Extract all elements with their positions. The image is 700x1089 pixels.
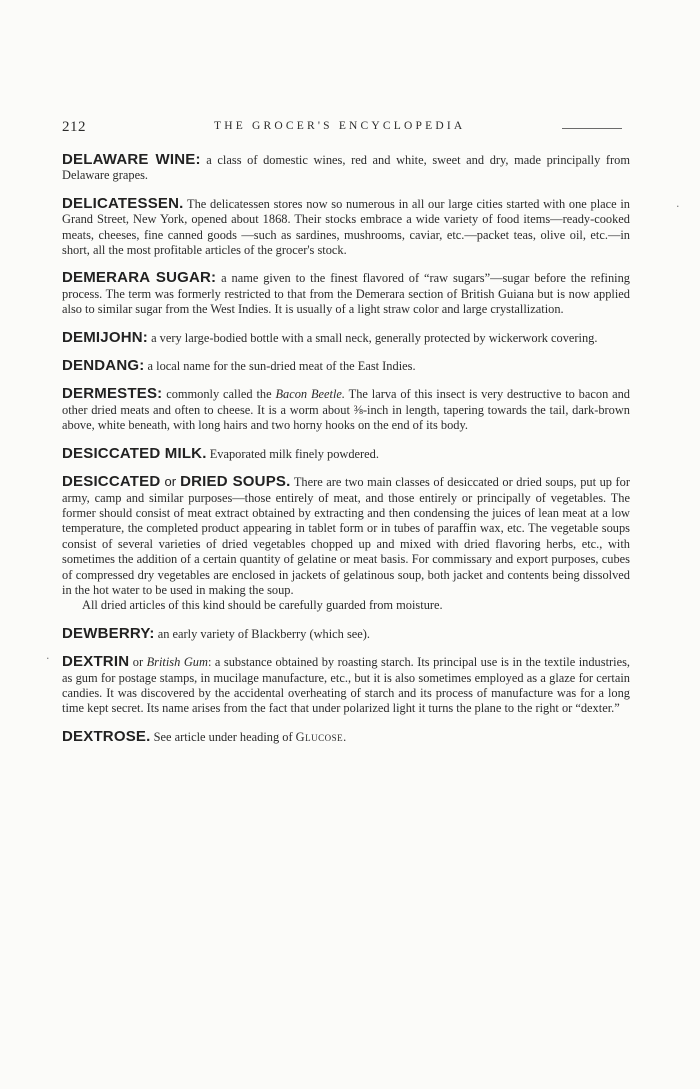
entry-dermestes bbox=[62, 386, 630, 433]
entry-demijohn bbox=[62, 330, 630, 346]
entry-term: DERMESTES: bbox=[62, 385, 163, 403]
entry-text: See article under heading of bbox=[150, 729, 296, 744]
entry-delicatessen bbox=[62, 196, 630, 259]
entry-dewberry bbox=[62, 626, 630, 642]
entry-text: Evaporated milk finely powdered. bbox=[206, 446, 379, 461]
running-title: THE GROCER'S ENCYCLOPEDIA bbox=[214, 120, 466, 132]
entry-term: DESICCATED bbox=[62, 473, 161, 491]
margin-speck: · bbox=[676, 200, 680, 213]
entry-demerara-sugar bbox=[62, 270, 630, 317]
entry-dextrose bbox=[62, 729, 630, 745]
entry-term: DEXTRIN bbox=[62, 653, 130, 671]
header-rule bbox=[562, 128, 622, 129]
entry-text: a class of domestic wines, red and white, sweet and dry, made principally from Delaware grapes. bbox=[62, 153, 630, 183]
entries-list bbox=[62, 152, 630, 757]
margin-speck: · bbox=[46, 652, 50, 665]
entry-second-paragraph: All dried articles of this kind should be carefully guarded from moisture. bbox=[82, 598, 443, 613]
entry-dextrin bbox=[62, 654, 630, 717]
entry-delaware-wine bbox=[62, 152, 630, 184]
entry-text: : a substance obtained by roasting starch. Its principal use is in the textile industries, as gum for postage stamps, in mucilage manufacture, etc., but it is also sometimes employed as a glaze for certain candies. It was discovered by the accidental overheating of starch and its process of manufacture was for a long time kept secret. Its name arises from the fact that under polarized light it turns the plane to the right or “dexter.” bbox=[62, 655, 630, 716]
entry-text: a name given to the finest flavored of “raw sugars”—sugar before the refining process. The term was formerly restricted to that from the Demerara section of British Guiana but is now applied also to similar sugar from the West Indies. It is usually of a light straw color and large crystallization. bbox=[62, 271, 630, 317]
entry-text: There are two main classes of desiccated or dried soups, put up for army, camp and similar purposes—those entirely of meat, and those entirely or principally of vegetables. The former should consist of meat extract obtained by extracting and then condensing the juices of lean meat at a low temperature, the completed product appearing in tablet form or in tubes of paraffin wax, etc. The vegetable soups consist of several varieties of dried vegetables chopped up and mixed with dried flavoring herbs, etc., with sometimes the addition of a certain quantity of gelatine or meat basis. For commissary and export purposes, cubes of compressed dry vegetables are enclosed in jackets of gelatinous soup, both jacket and contents being dissolved in the hot water to be used in making the soup. bbox=[62, 475, 630, 597]
entry-text: The larva of this insect is very destructive to bacon and other dried meats and often to cheese. It is a worm about ⅜-inch in length, tapering towards the tail, dark-brown above, white beneath, with long hairs and two horny hooks on the end of its body. bbox=[62, 387, 631, 433]
entry-term: DEWBERRY: bbox=[62, 624, 155, 642]
entry-desiccated-milk bbox=[62, 446, 630, 462]
entry-term: DESICCATED MILK. bbox=[62, 444, 207, 462]
entry-text: a very large-bodied bottle with a small neck, generally protected by wickerwork covering. bbox=[147, 330, 598, 345]
entry-term-connector: or bbox=[160, 474, 181, 490]
entry-text: The delicatessen stores now so numerous in all our large cities started with one place in Grand Street, New York, opened about 1868. Their stocks embrace a wide variety of food items—ready-cooked meats, cheeses, fine canned goods —such as sardines, mushrooms, caviar, etc.—packet teas, olive oil, etc.—in short, all the most profitable articles of the grocer's stock. bbox=[62, 196, 630, 258]
entry-term: DELICATESSEN. bbox=[62, 194, 184, 212]
entry-term: DRIED SOUPS. bbox=[180, 473, 291, 491]
page-number: 212 bbox=[62, 119, 86, 135]
running-head bbox=[62, 119, 622, 139]
entry-desiccated-soups bbox=[62, 474, 630, 614]
entry-text-end: . bbox=[343, 729, 347, 744]
entry-dendang bbox=[62, 358, 630, 374]
entry-italic-text: Bacon Beetle. bbox=[275, 387, 346, 402]
entry-text: commonly called the bbox=[162, 387, 276, 402]
entry-term: DEMERARA SUGAR: bbox=[62, 269, 217, 287]
entry-term: DEMIJOHN: bbox=[62, 328, 148, 346]
entry-text: a local name for the sun-dried meat of the East Indies. bbox=[144, 359, 416, 374]
entry-term: DENDANG: bbox=[62, 357, 145, 375]
entry-text: an early variety of Blackberry (which see). bbox=[154, 626, 371, 641]
entry-cross-reference: Glucose bbox=[295, 729, 344, 744]
entry-italic-text: British Gum bbox=[146, 655, 208, 670]
entry-term: DEXTROSE. bbox=[62, 727, 151, 745]
entry-connector: or bbox=[129, 655, 147, 670]
entry-term: DELAWARE WINE: bbox=[62, 151, 201, 168]
